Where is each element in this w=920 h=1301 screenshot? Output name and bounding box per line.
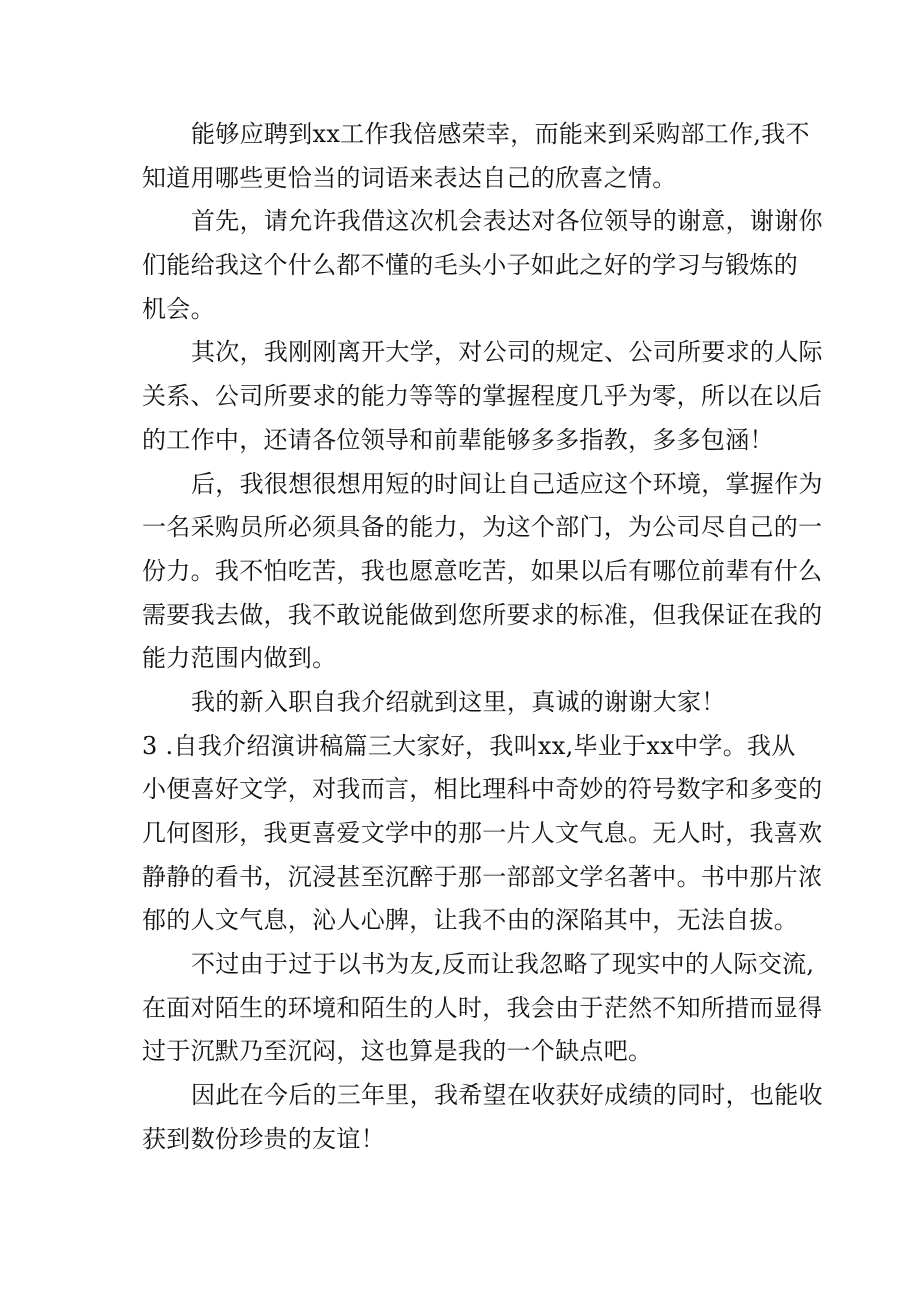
paragraph-1-line-2: 知道用哪些更恰当的词语来表达自己的欣喜之情。 [142, 163, 677, 192]
paragraph-6-line-1: 3 .自我介绍演讲稿篇三大家好，我叫xx,毕业于xx中学。我从 [142, 731, 796, 760]
paragraph-4-line-4: 需要我去做，我不敢说能做到您所要求的标准，但我保证在我的 [142, 600, 823, 629]
document-body [142, 113, 823, 1162]
paragraph-8-line-1: 因此在今后的三年里，我希望在收获好成绩的同时，也能收 [191, 1081, 823, 1110]
paragraph-7-line-1: 不过由于过于以书为友,反而让我忽略了现实中的人际交流, [191, 950, 815, 979]
paragraph-7-line-3: 过于沉默乃至沉闷，这也算是我的一个缺点吧。 [142, 1037, 653, 1066]
paragraph-4-line-2: 一名采购员所必须具备的能力，为这个部门，为公司尽自己的一 [142, 513, 823, 542]
paragraph-2-line-1: 首先，请允许我借这次机会表达对各位领导的谢意，谢谢你 [191, 207, 823, 236]
paragraph-6-line-5: 郁的人文气息，沁人心脾，让我不由的深陷其中，无法自拔。 [142, 906, 799, 935]
paragraph-6-line-2: 小便喜好文学，对我而言，相比理科中奇妙的符号数字和多变的 [142, 775, 823, 804]
paragraph-3-line-2: 关系、公司所要求的能力等等的掌握程度几乎为零，所以在以后 [142, 382, 823, 411]
paragraph-7-line-2: 在面对陌生的环境和陌生的人时，我会由于茫然不知所措而显得 [142, 993, 823, 1022]
paragraph-5-line-1: 我的新入职自我介绍就到这里，真诚的谢谢大家！ [191, 687, 726, 716]
paragraph-4-line-1: 后，我很想很想用短的时间让自己适应这个环境，掌握作为 [191, 469, 823, 498]
paragraph-4-line-5: 能力范围内做到。 [142, 644, 337, 673]
paragraph-4-line-3: 份力。我不怕吃苦，我也愿意吃苦，如果以后有哪位前辈有什么 [142, 556, 823, 585]
paragraph-6-line-4: 静静的看书，沉浸甚至沉醉于那一部部文学名著中。书中那片浓 [142, 862, 823, 891]
paragraph-2-line-2: 们能给我这个什么都不懂的毛头小子如此之好的学习与锻炼的 [142, 251, 799, 280]
paragraph-1-line-1: 能够应聘到xx工作我倍感荣幸，而能来到采购部工作,我不 [191, 120, 810, 148]
paragraph-2-line-3: 机会。 [142, 294, 215, 323]
paragraph-3-line-1: 其次，我刚刚离开大学，对公司的规定、公司所要求的人际 [191, 338, 823, 367]
paragraph-6-line-3: 几何图形，我更喜爱文学中的那一片人文气息。无人时，我喜欢 [142, 819, 823, 847]
paragraph-8-line-2: 获到数份珍贵的友谊！ [142, 1124, 385, 1153]
paragraph-3-line-3: 的工作中，还请各位领导和前辈能够多多指教，多多包涵！ [142, 425, 774, 454]
